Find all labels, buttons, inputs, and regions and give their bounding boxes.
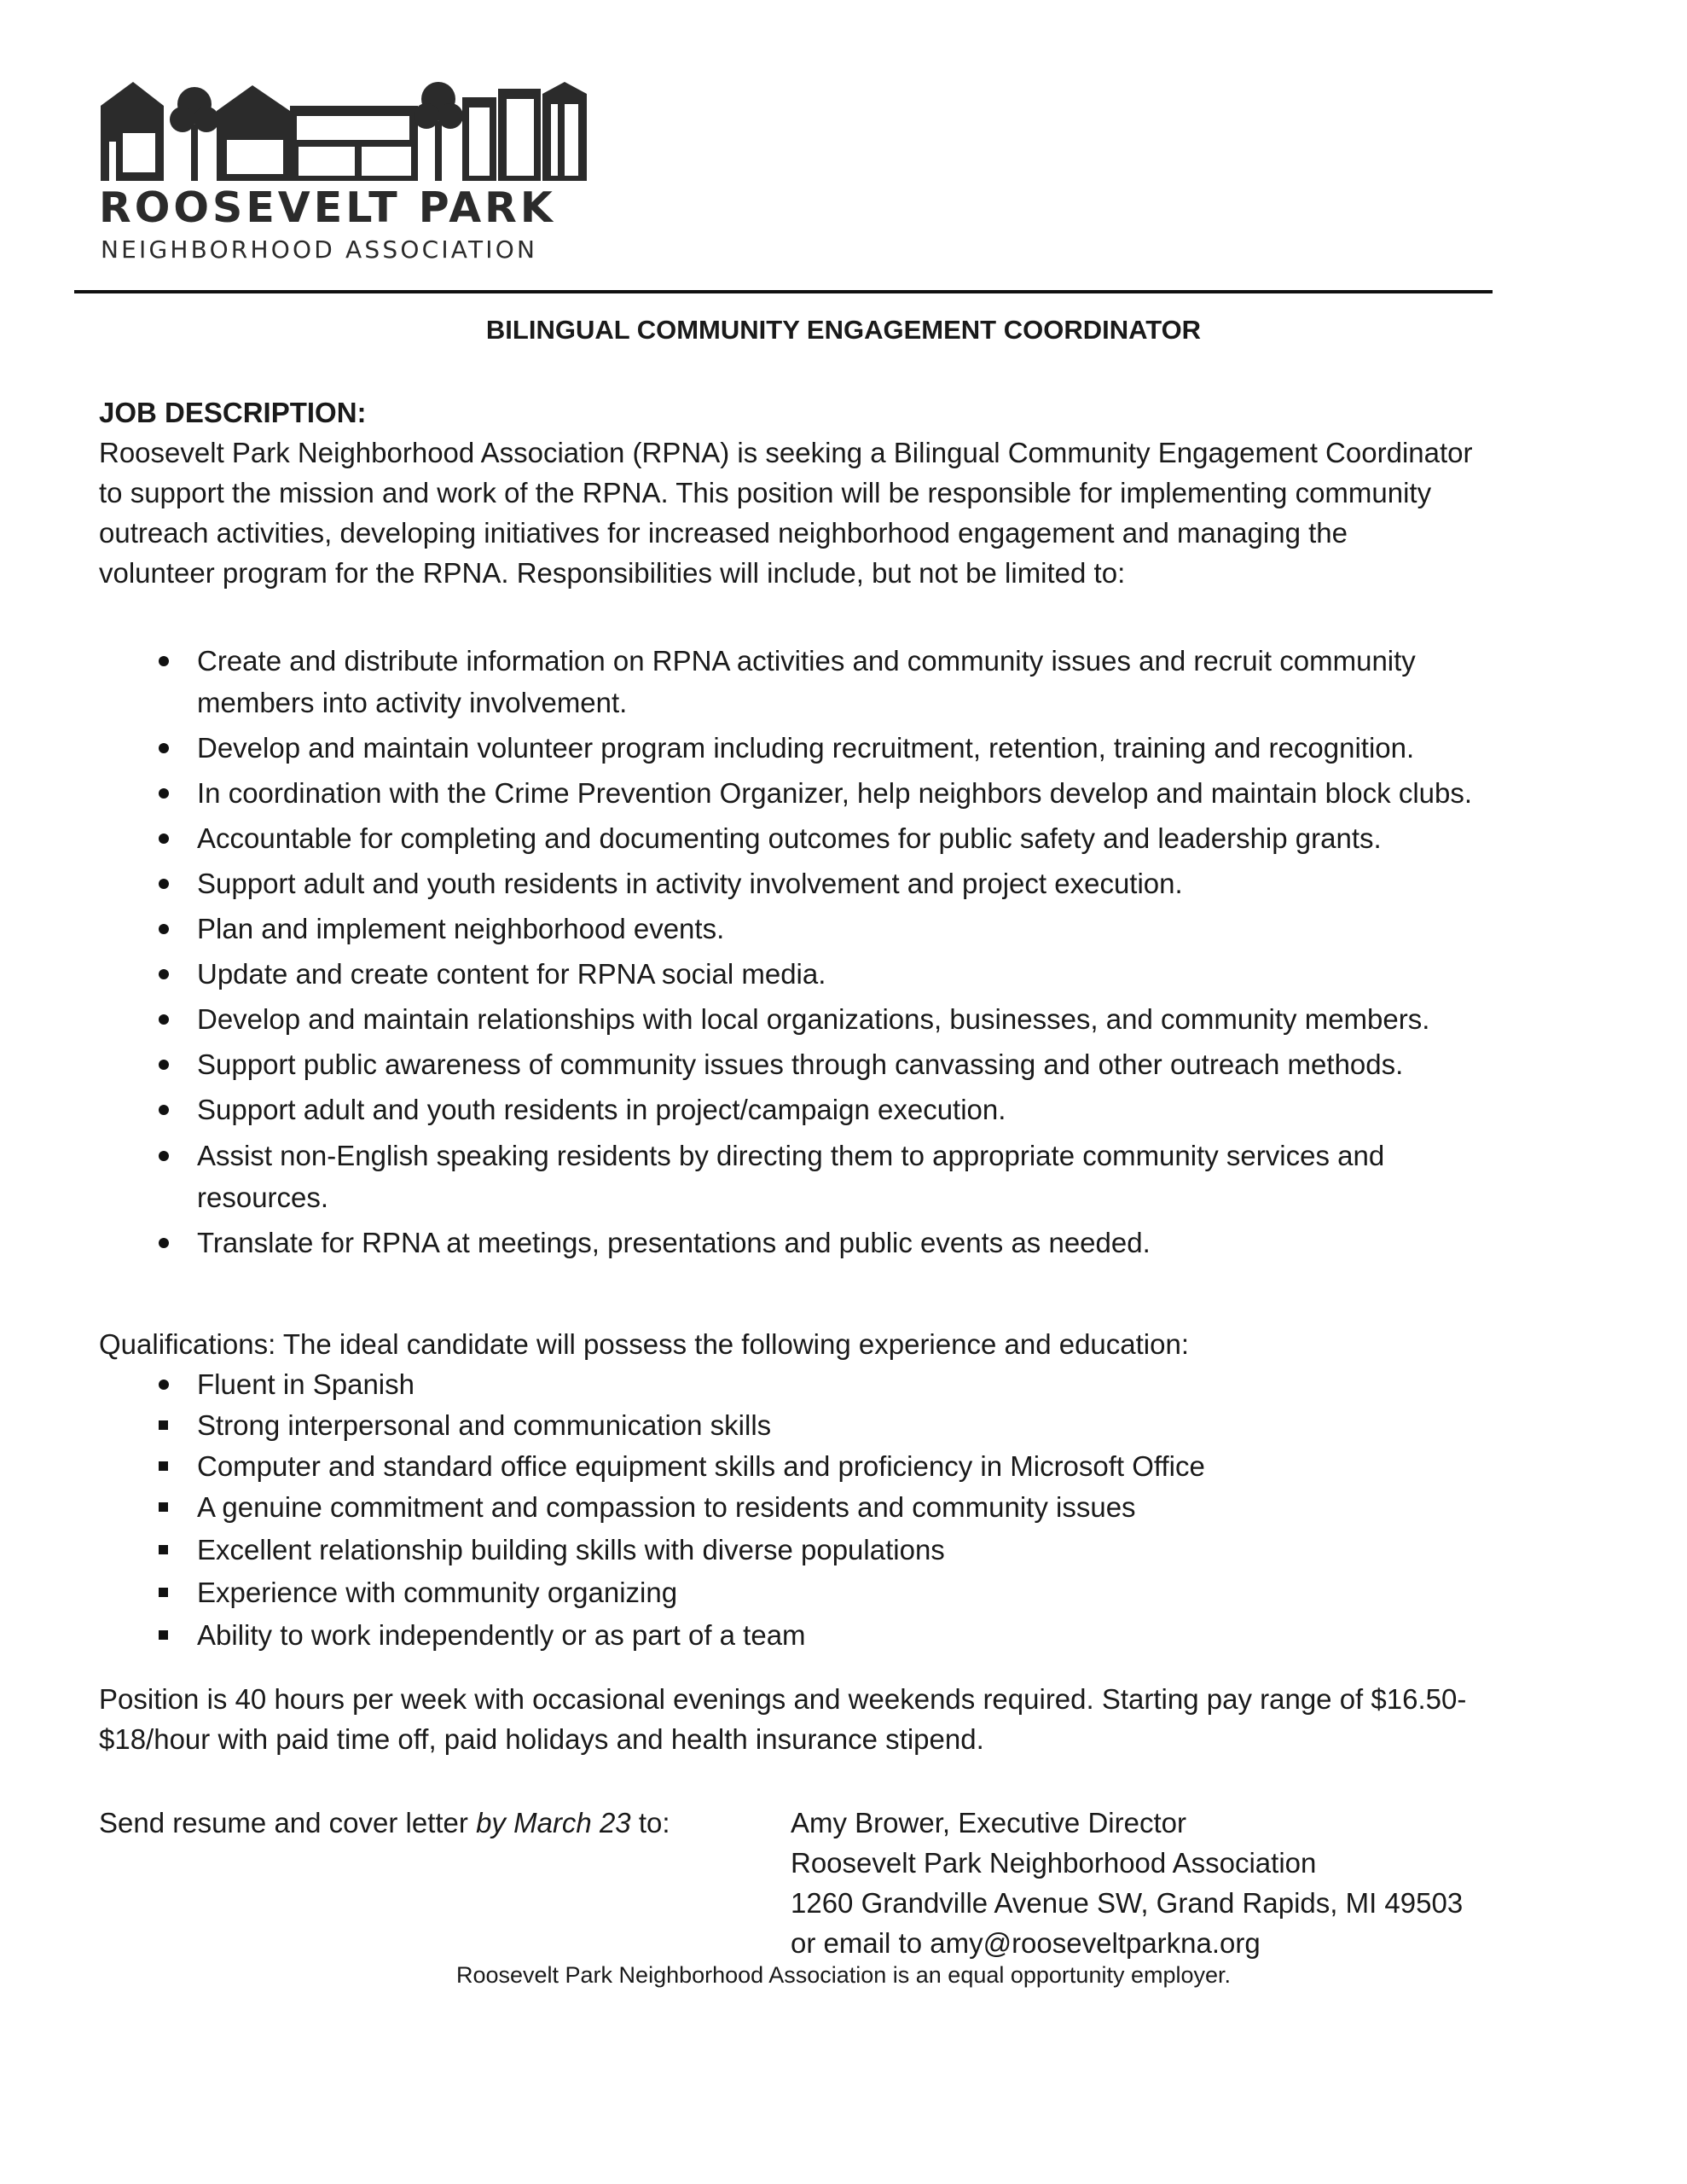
square-bullet-icon xyxy=(159,1588,168,1597)
square-bullet-icon xyxy=(159,1502,168,1512)
contact-block xyxy=(791,1803,1463,1963)
bullet-icon xyxy=(159,1380,169,1390)
list-item-text: Accountable for completing and documenting outcomes for public safety and leadership grants. xyxy=(197,822,1382,854)
bullet-icon xyxy=(159,879,169,889)
bullet-icon xyxy=(159,1151,169,1161)
bullet-icon xyxy=(159,788,169,799)
list-item-text: Support adult and youth residents in project/campaign execution. xyxy=(197,1094,1006,1125)
eoe-statement: Roosevelt Park Neighborhood Association is an equal opportunity employer. xyxy=(455,1962,1232,1988)
bullet-icon xyxy=(159,1014,169,1025)
list-item-text: Develop and maintain relationships with local organizations, businesses, and community members. xyxy=(197,1003,1430,1035)
intro-line: outreach activities, developing initiatives for increased neighborhood engagement and managing the xyxy=(99,517,1348,549)
list-item-text: Plan and implement neighborhood events. xyxy=(197,913,725,944)
position-line: Position is 40 hours per week with occasional evenings and weekends required. Starting pay range of $16.50- xyxy=(99,1683,1467,1715)
bullet-icon xyxy=(159,1238,169,1248)
list-item-text: members into activity involvement. xyxy=(197,687,628,718)
contact-address: 1260 Grandville Avenue SW, Grand Rapids, MI 49503 xyxy=(791,1887,1464,1919)
deadline: by March 23 xyxy=(476,1807,631,1838)
job-description-intro xyxy=(99,433,1473,593)
intro-line: volunteer program for the RPNA. Responsibilities will include, but not be limited to: xyxy=(99,557,1126,589)
list-item-text: Assist non-English speaking residents by directing them to appropriate community services and xyxy=(197,1140,1385,1171)
square-bullet-icon xyxy=(159,1420,168,1430)
position-line: $18/hour with paid time off, paid holidays and health insurance stipend. xyxy=(99,1723,984,1755)
roosevelt-park-logo xyxy=(101,82,587,181)
job-description-heading: JOB DESCRIPTION: xyxy=(99,397,367,428)
contact-org: Roosevelt Park Neighborhood Association xyxy=(791,1847,1317,1879)
list-item-text: Support public awareness of community issues through canvassing and other outreach methods. xyxy=(197,1048,1404,1080)
intro-line: to support the mission and work of the RPNA. This position will be responsible for implementing community xyxy=(99,477,1432,508)
list-item-text: A genuine commitment and compassion to residents and community issues xyxy=(197,1491,1136,1523)
square-bullet-icon xyxy=(159,1545,168,1554)
bullet-icon xyxy=(159,1060,169,1070)
list-item-text: Strong interpersonal and communication skills xyxy=(197,1409,772,1441)
list-item-text: Develop and maintain volunteer program including recruitment, retention, training and recognition. xyxy=(197,732,1415,764)
bullet-icon xyxy=(159,1105,169,1115)
bullet-icon xyxy=(159,924,169,934)
bullet-icon xyxy=(159,834,169,844)
list-item-text: Excellent relationship building skills with diverse populations xyxy=(197,1534,945,1565)
list-item-text: resources. xyxy=(197,1182,329,1213)
square-bullet-icon xyxy=(159,1461,168,1471)
list-item-text: Create and distribute information on RPNA activities and community issues and recruit community xyxy=(197,645,1416,677)
bullet-icon xyxy=(159,656,169,666)
header-divider xyxy=(74,290,1493,293)
document-title: BILINGUAL COMMUNITY ENGAGEMENT COORDINATOR xyxy=(485,315,1202,345)
qualifications-intro: Qualifications: The ideal candidate will possess the following experience and education: xyxy=(99,1328,1190,1360)
list-item-text: Fluent in Spanish xyxy=(197,1368,415,1400)
position-details xyxy=(99,1679,1466,1759)
intro-line: Roosevelt Park Neighborhood Association (RPNA) is seeking a Bilingual Community Engagement Coordinator xyxy=(99,437,1473,468)
list-item-text: Experience with community organizing xyxy=(197,1577,678,1608)
contact-name: Amy Brower, Executive Director xyxy=(791,1807,1186,1838)
square-bullet-icon xyxy=(159,1630,168,1640)
list-item-text: Ability to work independently or as part of a team xyxy=(197,1619,806,1651)
list-item-text: Update and create content for RPNA social media. xyxy=(197,958,826,990)
list-item-text: Computer and standard office equipment skills and proficiency in Microsoft Office xyxy=(197,1450,1205,1482)
list-item-text: Support adult and youth residents in activity involvement and project execution. xyxy=(197,868,1183,899)
list-item-text: In coordination with the Crime Prevention Organizer, help neighbors develop and maintain block clubs. xyxy=(197,777,1473,809)
send-instructions: Send resume and cover letter by March 23 to: xyxy=(99,1807,670,1838)
bullet-icon xyxy=(159,743,169,753)
org-name: ROOSEVELT PARK xyxy=(99,183,556,232)
contact-email: or email to amy@rooseveltparkna.org xyxy=(791,1927,1261,1959)
list-item-text: Translate for RPNA at meetings, presentations and public events as needed. xyxy=(197,1227,1151,1258)
bullet-icon xyxy=(159,969,169,979)
org-subtitle: NEIGHBORHOOD ASSOCIATION xyxy=(101,235,538,264)
